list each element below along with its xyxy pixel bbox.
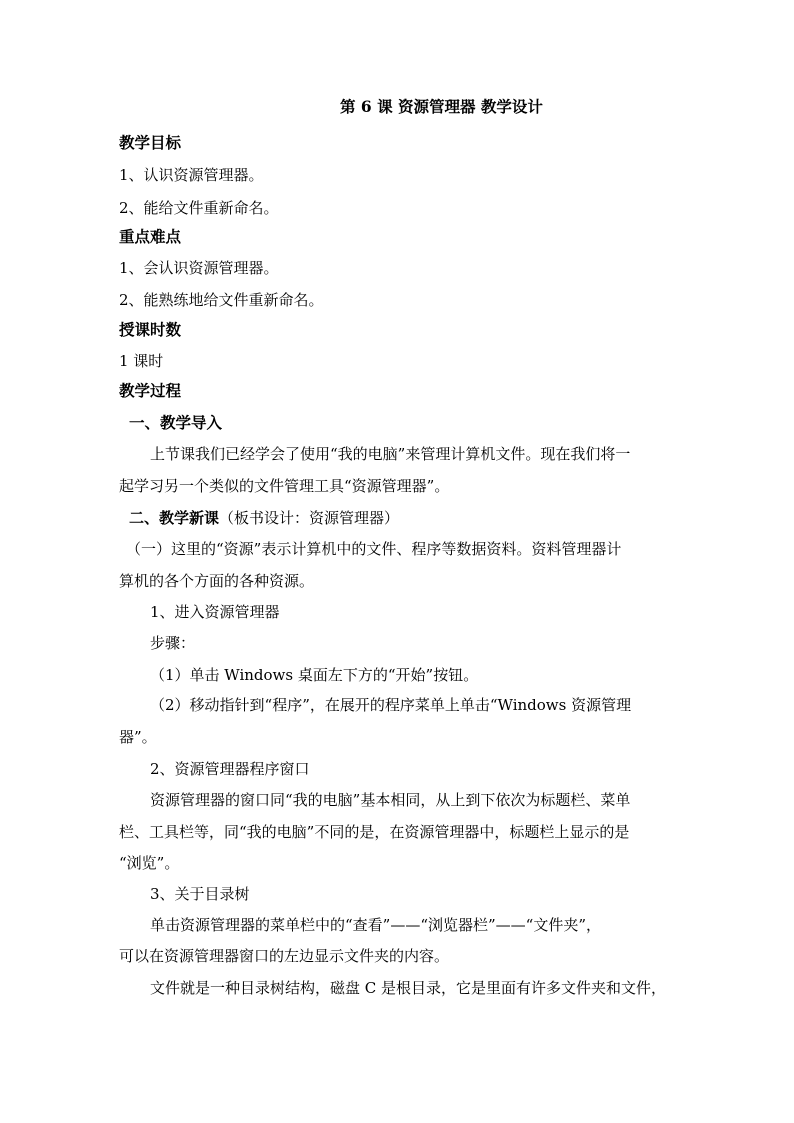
keypoint-item-2: 2、能熟练地给文件重新命名。 bbox=[119, 291, 324, 309]
part2-heading-note: （板书设计：资源管理器） bbox=[219, 509, 400, 527]
step2-paragraph-line-1: 资源管理器的窗口同“我的电脑”基本相同，从上到下依次为标题栏、菜单 bbox=[150, 791, 631, 809]
step1-item-b-line-1: （2）移动指针到“程序”，在展开的程序菜单上单击“Windows 资源管理 bbox=[150, 696, 632, 714]
step3-paragraph-line-1: 单击资源管理器的菜单栏中的“查看”——“浏览器栏”——“文件夹”， bbox=[150, 916, 602, 934]
step1-heading: 1、进入资源管理器 bbox=[150, 603, 280, 621]
part2-paragraph-line-2: 算机的各个方面的各种资源。 bbox=[119, 572, 315, 590]
objectives-heading: 教学目标 bbox=[119, 133, 182, 152]
step1-item-a: （1）单击 Windows 桌面左下方的“开始”按钮。 bbox=[150, 666, 479, 684]
step2-paragraph-line-3: “浏览”。 bbox=[119, 854, 180, 872]
step2-heading: 2、资源管理器程序窗口 bbox=[150, 760, 310, 778]
part1-heading: 一、教学导入 bbox=[129, 413, 223, 432]
keypoint-item-1: 1、会认识资源管理器。 bbox=[119, 259, 279, 277]
part1-paragraph-line-1: 上节课我们已经学会了使用“我的电脑”来管理计算机文件。现在我们将一 bbox=[150, 445, 631, 463]
part2-heading-bold: 二、教学新课 bbox=[129, 509, 220, 527]
objective-item-2: 2、能给文件重新命名。 bbox=[119, 199, 279, 217]
objective-item-1: 1、认识资源管理器。 bbox=[119, 166, 264, 184]
part2-heading bbox=[129, 508, 399, 528]
hours-heading: 授课时数 bbox=[119, 320, 182, 339]
process-heading: 教学过程 bbox=[119, 381, 182, 400]
step1-item-b-line-2: 器”。 bbox=[119, 728, 157, 746]
part2-paragraph-line-1: （一）这里的“资源”表示计算机中的文件、程序等数据资料。资料管理器计 bbox=[126, 540, 622, 558]
step2-paragraph-line-2: 栏、工具栏等，同“我的电脑”不同的是，在资源管理器中，标题栏上显示的是 bbox=[119, 823, 630, 841]
step3-heading: 3、关于目录树 bbox=[150, 885, 250, 903]
keypoints-heading: 重点难点 bbox=[119, 227, 182, 246]
document-title: 第 6 课 资源管理器 教学设计 bbox=[340, 97, 543, 116]
step1-label: 步骤： bbox=[150, 634, 196, 652]
step3-paragraph-line-3: 文件就是一种目录树结构，磁盘 C 是根目录，它是里面有许多文件夹和文件， bbox=[150, 979, 667, 997]
part1-paragraph-line-2: 起学习另一个类似的文件管理工具“资源管理器”。 bbox=[119, 477, 450, 495]
hours-value: 1 课时 bbox=[119, 352, 164, 370]
step3-paragraph-line-2: 可以在资源管理器窗口的左边显示文件夹的内容。 bbox=[119, 947, 450, 965]
